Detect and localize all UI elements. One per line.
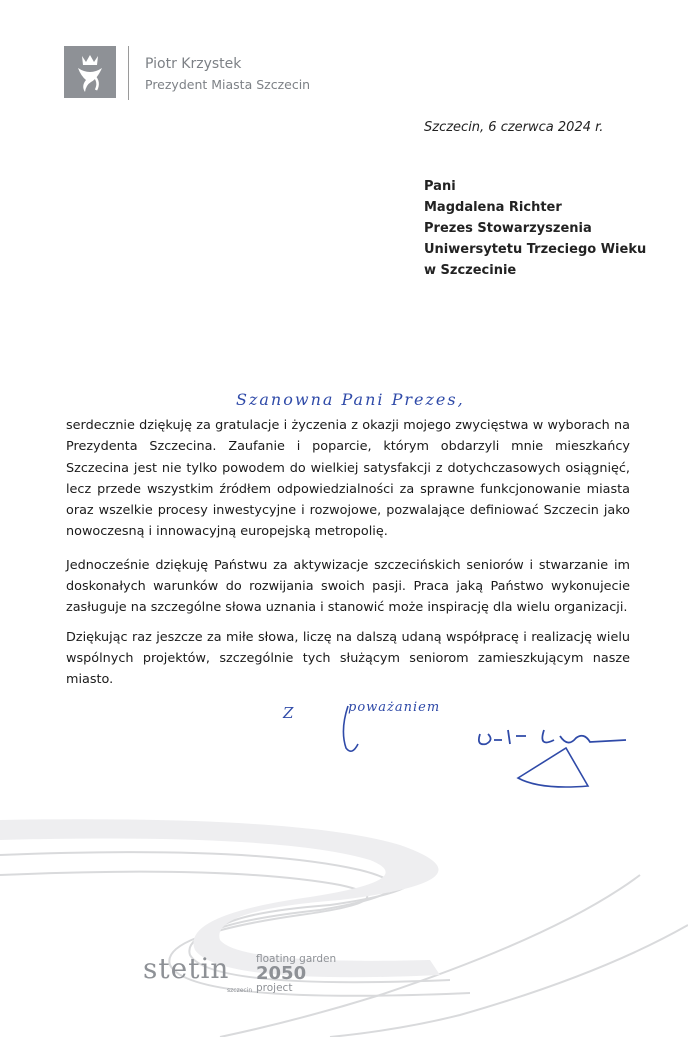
author-title: Prezydent Miasta Szczecin	[145, 77, 311, 92]
stetin-2050-logo	[143, 950, 337, 995]
recipient-line: Prezes Stowarzyszenia	[424, 221, 592, 236]
date-line: Szczecin, 6 czerwca 2024 r.	[424, 120, 604, 135]
handwritten-closing: poważaniem	[348, 700, 441, 715]
handwritten-salutation: Szanowna Pani Prezes,	[236, 390, 465, 409]
body-paragraph: Dziękując raz jeszcze za miłe słowa, liczę na dalszą udaną współpracę i realizację wielu wspólnych projektów, szczególnie tych służącym seniorom zamieszkującym nasze miasto.	[66, 629, 630, 688]
footer-project: project	[256, 982, 293, 994]
recipient-line: Pani	[424, 179, 456, 194]
body-paragraph: Jednocześnie dziękuję Państwu za aktywizacje szczecińskich seniorów i stwarzanie im doskonałych warunków do rozwijania swoich pasji. Praca jaką Państwo wykonujecie zasługuje na szczególne słowa uznania i stanowić może inspirację dla wielu organizacji.	[66, 557, 630, 616]
author-name: Piotr Krzystek	[145, 56, 242, 72]
signature	[340, 700, 640, 810]
footer-year: 2050	[256, 963, 307, 984]
city-crest-icon	[64, 46, 116, 98]
footer-swoosh-graphic	[0, 815, 688, 1037]
header-divider	[128, 46, 129, 100]
footer-tagline: floating garden	[256, 953, 337, 965]
recipient-line: Uniwersytetu Trzeciego Wieku	[424, 242, 647, 257]
recipient-line: Magdalena Richter	[424, 200, 562, 215]
footer-logo-main: stetin	[143, 952, 230, 985]
letter-body	[66, 415, 630, 699]
body-paragraph: serdecznie dziękuję za gratulacje i życzenia z okazji mojego zwycięstwa w wyborach na Prezydenta Szczecina. Zaufanie i poparcie, którym obdarzyli mnie mieszkańcy Szczecina jest nie tylko powodem do wielkiej satysfakcji z dotychczasowych osiągnięć, lecz przede wszystkim źródłem odpowiedzialności za sprawne funkcjonowanie miasta oraz wszelkie procesy inwestycyjne i rozwojowe, pozwalające definiować Szczecin jako nowoczesną i innowacyjną europejską metropolię.	[66, 418, 630, 540]
handwritten-closing-z: Z	[283, 704, 294, 722]
footer-logo-small: szczecin	[227, 987, 253, 994]
recipient-line: w Szczecinie	[424, 263, 517, 278]
recipient-block	[424, 176, 646, 281]
